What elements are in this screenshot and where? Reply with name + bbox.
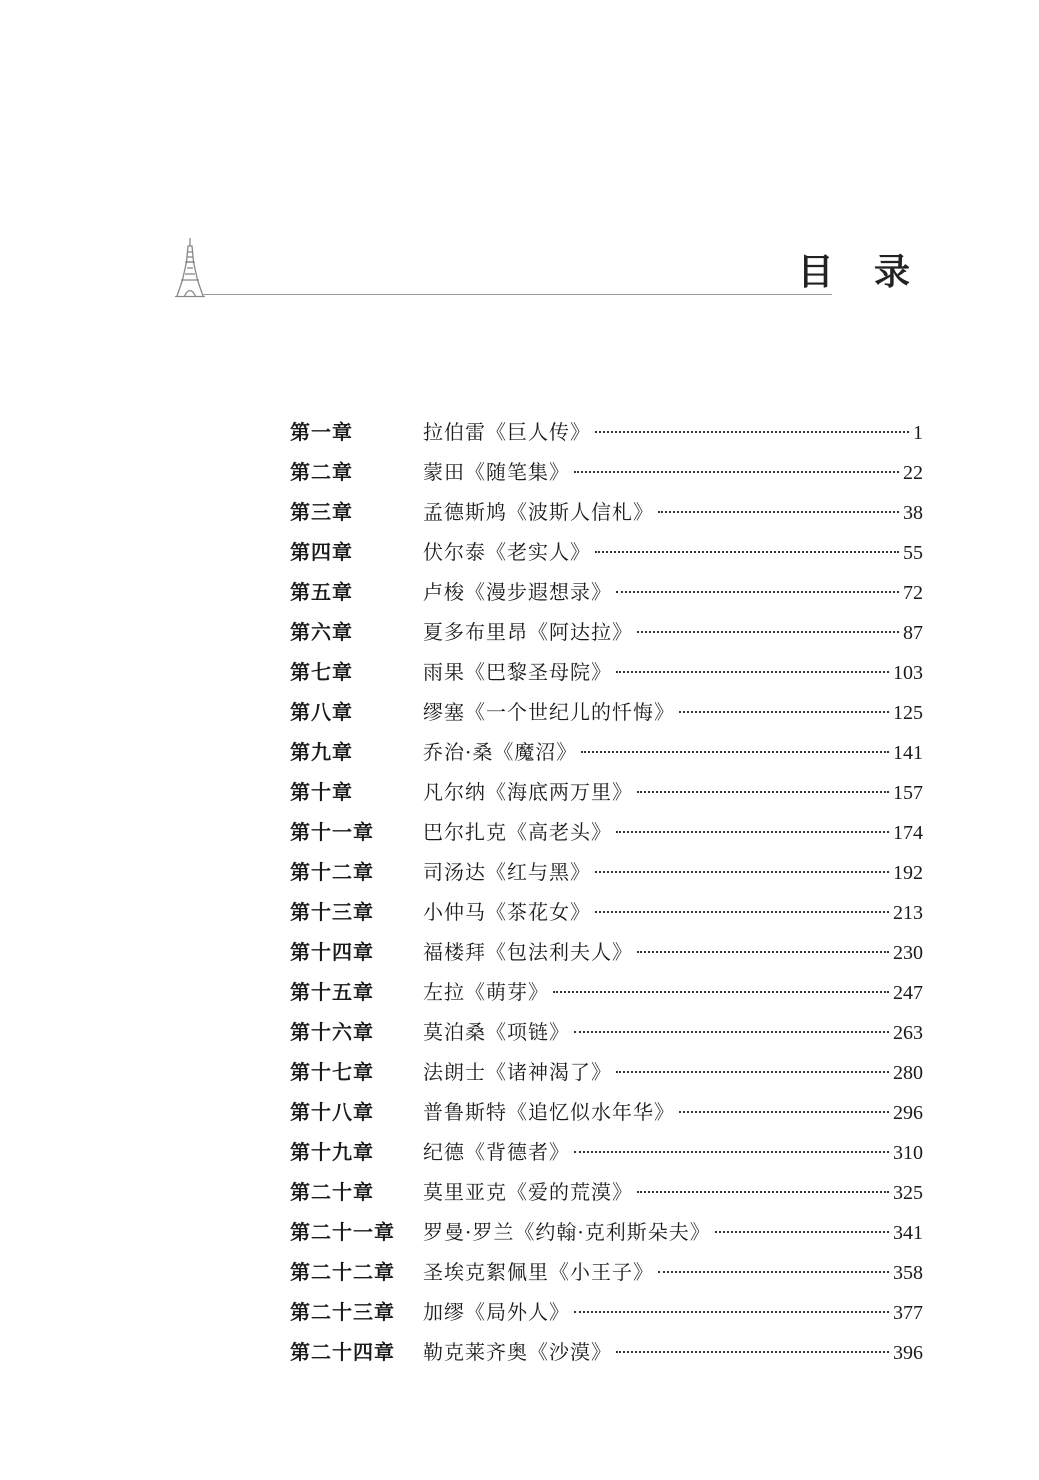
toc-entry[interactable]	[290, 732, 923, 772]
chapter-number: 第十章	[290, 780, 353, 804]
chapter-number: 第四章	[290, 540, 353, 564]
chapter-title: 拉伯雷《巨人传》	[423, 420, 591, 444]
dot-leader	[637, 1191, 889, 1193]
chapter-title: 雨果《巴黎圣母院》	[423, 660, 612, 684]
chapter-number: 第七章	[290, 660, 353, 684]
page-number: 296	[893, 1102, 923, 1124]
chapter-number: 第十三章	[290, 900, 374, 924]
chapter-number: 第十二章	[290, 860, 374, 884]
chapter-title: 法朗士《诸神渴了》	[423, 1060, 612, 1084]
dot-leader	[595, 911, 889, 913]
page-number: 280	[893, 1062, 923, 1084]
dot-leader	[581, 751, 889, 753]
dot-leader	[574, 471, 899, 473]
dot-leader	[616, 671, 889, 673]
toc-entry[interactable]	[290, 412, 923, 452]
toc-entry[interactable]	[290, 612, 923, 652]
page-number: 213	[893, 902, 923, 924]
page-number: 87	[903, 622, 923, 644]
chapter-title: 加缪《局外人》	[423, 1300, 570, 1324]
toc-entry[interactable]	[290, 452, 923, 492]
chapter-title: 福楼拜《包法利夫人》	[423, 940, 633, 964]
chapter-title: 蒙田《随笔集》	[423, 460, 570, 484]
chapter-title: 左拉《萌芽》	[423, 980, 549, 1004]
dot-leader	[715, 1231, 889, 1233]
page-number: 230	[893, 942, 923, 964]
dot-leader	[616, 591, 899, 593]
chapter-title: 纪德《背德者》	[423, 1140, 570, 1164]
page-number: 396	[893, 1342, 923, 1364]
chapter-number: 第三章	[290, 500, 353, 524]
page-number: 325	[893, 1182, 923, 1204]
chapter-number: 第二十二章	[290, 1260, 395, 1284]
chapter-number: 第五章	[290, 580, 353, 604]
toc-entry[interactable]	[290, 692, 923, 732]
page-number: 192	[893, 862, 923, 884]
dot-leader	[595, 551, 899, 553]
toc-entry[interactable]	[290, 492, 923, 532]
chapter-number: 第二十三章	[290, 1300, 395, 1324]
page-number: 377	[893, 1302, 923, 1324]
chapter-title: 圣埃克絮佩里《小王子》	[423, 1260, 654, 1284]
toc-header	[172, 236, 924, 300]
page-number: 22	[903, 462, 923, 484]
chapter-number: 第二章	[290, 460, 353, 484]
toc-entry[interactable]	[290, 892, 923, 932]
page-number: 247	[893, 982, 923, 1004]
chapter-number: 第十一章	[290, 820, 374, 844]
toc-entry[interactable]	[290, 1092, 923, 1132]
page-number: 157	[893, 782, 923, 804]
chapter-number: 第九章	[290, 740, 353, 764]
dot-leader	[637, 951, 889, 953]
page-number: 55	[903, 542, 923, 564]
chapter-title: 勒克莱齐奥《沙漠》	[423, 1340, 612, 1364]
toc-entry[interactable]	[290, 812, 923, 852]
dot-leader	[553, 991, 889, 993]
chapter-number: 第十七章	[290, 1060, 374, 1084]
chapter-title: 乔治·桑《魔沼》	[423, 740, 578, 764]
chapter-number: 第二十四章	[290, 1340, 395, 1364]
toc-entry[interactable]	[290, 932, 923, 972]
chapter-title: 罗曼·罗兰《约翰·克利斯朵夫》	[423, 1220, 711, 1244]
dot-leader	[658, 1271, 889, 1273]
chapter-number: 第八章	[290, 700, 353, 724]
chapter-title: 司汤达《红与黑》	[423, 860, 591, 884]
dot-leader	[658, 511, 899, 513]
toc-entry[interactable]	[290, 1292, 923, 1332]
table-of-contents	[290, 412, 923, 1372]
toc-entry[interactable]	[290, 1212, 923, 1252]
chapter-title: 卢梭《漫步遐想录》	[423, 580, 612, 604]
dot-leader	[574, 1311, 889, 1313]
toc-entry[interactable]	[290, 572, 923, 612]
chapter-title: 缪塞《一个世纪儿的忏悔》	[423, 700, 675, 724]
page-number: 341	[893, 1222, 923, 1244]
dot-leader	[616, 831, 889, 833]
chapter-number: 第二十章	[290, 1180, 374, 1204]
page-number: 310	[893, 1142, 923, 1164]
toc-entry[interactable]	[290, 1012, 923, 1052]
dot-leader	[595, 871, 889, 873]
page-number: 38	[903, 502, 923, 524]
page-number: 72	[903, 582, 923, 604]
page-number: 263	[893, 1022, 923, 1044]
chapter-number: 第二十一章	[290, 1220, 395, 1244]
toc-entry[interactable]	[290, 532, 923, 572]
dot-leader	[616, 1351, 889, 1353]
toc-entry[interactable]	[290, 1132, 923, 1172]
dot-leader	[595, 431, 909, 433]
chapter-title: 伏尔泰《老实人》	[423, 540, 591, 564]
chapter-number: 第十九章	[290, 1140, 374, 1164]
eiffel-tower-icon	[172, 236, 208, 298]
page-number: 174	[893, 822, 923, 844]
chapter-number: 第十八章	[290, 1100, 374, 1124]
chapter-title: 莫里亚克《爱的荒漠》	[423, 1180, 633, 1204]
toc-entry[interactable]	[290, 652, 923, 692]
chapter-title: 孟德斯鸠《波斯人信札》	[423, 500, 654, 524]
toc-entry[interactable]	[290, 1332, 923, 1372]
chapter-number: 第六章	[290, 620, 353, 644]
dot-leader	[679, 711, 889, 713]
chapter-number: 第十四章	[290, 940, 374, 964]
page-number: 1	[913, 422, 923, 444]
page-number: 125	[893, 702, 923, 724]
chapter-title: 莫泊桑《项链》	[423, 1020, 570, 1044]
dot-leader	[679, 1111, 889, 1113]
chapter-title: 凡尔纳《海底两万里》	[423, 780, 633, 804]
chapter-number: 第十五章	[290, 980, 374, 1004]
toc-entry[interactable]	[290, 1252, 923, 1292]
chapter-number: 第十六章	[290, 1020, 374, 1044]
chapter-title: 普鲁斯特《追忆似水年华》	[423, 1100, 675, 1124]
page-title: 目 录	[797, 251, 924, 293]
dot-leader	[574, 1031, 889, 1033]
chapter-title: 夏多布里昂《阿达拉》	[423, 620, 633, 644]
toc-entry[interactable]	[290, 772, 923, 812]
page-number: 358	[893, 1262, 923, 1284]
dot-leader	[637, 791, 889, 793]
toc-entry[interactable]	[290, 852, 923, 892]
dot-leader	[637, 631, 899, 633]
dot-leader	[616, 1071, 889, 1073]
chapter-number: 第一章	[290, 420, 353, 444]
dot-leader	[574, 1151, 889, 1153]
page-number: 103	[893, 662, 923, 684]
toc-entry[interactable]	[290, 1052, 923, 1092]
chapter-title: 巴尔扎克《高老头》	[423, 820, 612, 844]
toc-entry[interactable]	[290, 1172, 923, 1212]
chapter-title: 小仲马《茶花女》	[423, 900, 591, 924]
toc-entry[interactable]	[290, 972, 923, 1012]
page-number: 141	[893, 742, 923, 764]
header-rule	[202, 294, 832, 295]
